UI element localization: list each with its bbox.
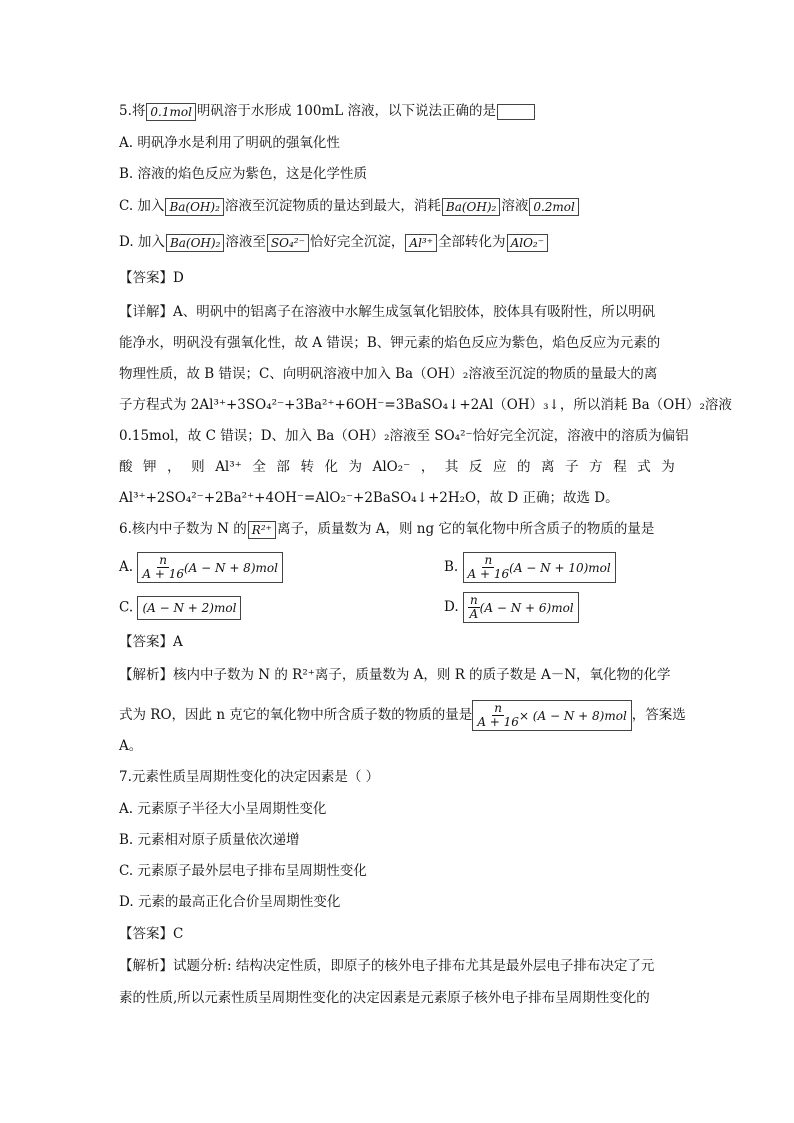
q6-option-b-label: B. — [444, 559, 459, 575]
q6-option-d-label: D. — [444, 599, 459, 615]
q6-exp2-den: A + 16 — [477, 715, 519, 729]
q6-a-den: A + 16 — [142, 567, 184, 581]
q5-exp6-20: 式 — [637, 459, 651, 475]
q5-exp-line-7: Al³⁺+2SO₄²⁻+2Ba²⁺+4OH⁻=AlO₂⁻+2BaSO₄↓+2H₂O，故 D 正确；故选 D。 — [119, 490, 619, 506]
q5-exp6-10: AlO₂⁻ — [372, 459, 411, 475]
q7-stem: 7.元素性质呈周期性变化的决定因素是（ ） — [119, 769, 380, 785]
q5-exp-line-6 — [119, 457, 675, 477]
q5-exp6-6: 部 — [276, 459, 290, 475]
q5-option-d-a: D. 加入 — [119, 234, 165, 250]
q6-option-c-formula: (A − N + 2)mol — [137, 596, 241, 620]
q6-exp-line-3: A。 — [119, 738, 143, 754]
q5-exp-line-1: 【详解】A、明矾中的铝离子在溶液中水解生成氢氧化铝胶体，胶体具有吸附性，所以明矾 — [119, 304, 656, 320]
q5-exp6-19: 程 — [613, 459, 627, 475]
q6-option-a — [119, 552, 283, 583]
q5-exp-line-3: 物理性质，故 B 错误；C、向明矾溶液中加入 Ba（OH）₂溶液至沉淀的物质的量最大的离 — [119, 366, 658, 382]
q5-option-d-b: 溶液至 — [225, 234, 266, 250]
q7-exp-line-2: 素的性质,所以元素性质呈周期性变化的决定因素是元素原子核外电子排布呈周期性变化的 — [119, 990, 650, 1006]
q6-answer: 【答案】A — [119, 634, 183, 650]
q5-stem-a: 5.将 — [119, 103, 146, 119]
q6-option-b-formula — [463, 552, 616, 583]
q6-option-c-label: C. — [119, 599, 134, 616]
q6-exp-line-2 — [119, 700, 686, 731]
q5-exp6-16: 离 — [541, 459, 555, 475]
q5-exp6-18: 方 — [589, 459, 603, 475]
q6-d-den: A — [469, 607, 479, 621]
q5-exp6-9: 为 — [348, 459, 363, 475]
q6-option-c — [119, 596, 241, 620]
q6-option-d — [444, 592, 579, 623]
q6-b-den: A + 16 — [467, 567, 510, 581]
q5-math-baoh-2: Ba(OH)₂ — [442, 198, 500, 216]
q5-exp6-15: 的 — [517, 459, 531, 475]
q6-exp2-tail: × (A − N + 8)mol — [518, 708, 627, 723]
q5-exp6-7: 转 — [300, 459, 314, 475]
q6-stem-a: 6.核内中子数为 N 的 — [119, 521, 247, 537]
q6-option-d-formula — [463, 592, 579, 623]
q6-exp2-formula — [472, 700, 631, 731]
q6-exp2-a: 式为 RO，因此 n 克它的氧化物中所含质子数的物质的量是 — [119, 707, 473, 723]
q5-stem — [119, 101, 535, 121]
q6-option-b — [444, 552, 616, 583]
q5-math-al: Al³⁺ — [405, 234, 437, 252]
q5-stem-b: 明矾溶于水形成 100mL 溶液，以下说法正确的是 — [196, 103, 497, 119]
q7-option-a: A. 元素原子半径大小呈周期性变化 — [119, 801, 327, 817]
q5-exp6-17: 子 — [565, 459, 579, 475]
q5-exp-line-5: 0.15mol，故 C 错误；D、加入 Ba（OH）₂溶液至 SO₄²⁻恰好完全沉淀，溶液中的溶质为偏铝 — [119, 428, 689, 444]
q5-option-d — [119, 232, 549, 252]
q5-answer: 【答案】D — [119, 270, 184, 286]
q5-exp6-12: 其 — [444, 459, 459, 475]
q5-math-so4: SO₄²⁻ — [267, 234, 309, 252]
q6-b-tail: (A − N + 10)mol — [509, 560, 611, 575]
q5-exp6-13: 反 — [468, 459, 483, 475]
q5-option-c — [119, 196, 580, 216]
q6-b-num: n — [484, 553, 493, 567]
q7-option-d: D. 元素的最高正化合价呈周期性变化 — [119, 894, 341, 910]
q5-math-02mol: 0.2mol — [529, 198, 579, 216]
q6-exp2-num: n — [494, 701, 502, 715]
q6-option-a-formula — [137, 552, 283, 583]
q5-exp6-14: 应 — [492, 459, 507, 475]
answer-blank — [497, 104, 535, 120]
q7-option-b: B. 元素相对原子质量依次递增 — [119, 832, 300, 848]
q6-exp-line-1: 【解析】核内中子数为 N 的 R²⁺离子，质量数为 A，则 R 的质子数是 A－N，氧化物的化学 — [119, 667, 671, 683]
q6-d-num: n — [469, 593, 478, 607]
q5-option-a: A. 明矾净水是利用了明矾的强氧化性 — [119, 135, 340, 151]
q5-math-baoh-3: Ba(OH)₂ — [166, 234, 224, 252]
q5-option-d-c: 恰好完全沉淀， — [309, 234, 405, 250]
q5-exp6-4: Al³⁺ — [215, 459, 242, 475]
q5-exp6-0: 酸 — [119, 459, 133, 475]
q6-d-tail: (A − N + 6)mol — [479, 600, 574, 615]
q5-exp6-5: 全 — [252, 459, 266, 475]
q6-exp2-b: ，答案选 — [631, 707, 686, 723]
q5-exp6-2: ， — [167, 459, 181, 475]
q6-stem — [119, 519, 654, 539]
q5-math-amount: 0.1mol — [146, 103, 196, 121]
q6-option-a-label: A. — [119, 559, 134, 575]
q5-exp-line-4: 子方程式为 2Al³⁺+3SO₄²⁻+3Ba²⁺+6OH⁻=3BaSO₄↓+2Al（OH）₃↓，所以消耗 Ba（OH）₂溶液 — [119, 397, 732, 413]
q6-a-num: n — [159, 553, 168, 567]
q5-option-b: B. 溶液的焰色反应为紫色，这是化学性质 — [119, 166, 368, 182]
q5-exp6-8: 化 — [324, 459, 338, 475]
q5-math-alo2: AlO₂⁻ — [507, 234, 549, 252]
q5-exp6-11: ， — [420, 459, 435, 475]
q5-exp6-21: 为 — [661, 459, 675, 475]
q6-stem-b: 离子，质量数为 A，则 ng 它的氧化物中所含质子的物质的量是 — [276, 521, 655, 537]
q5-math-baoh: Ba(OH)₂ — [165, 198, 223, 216]
q5-option-d-d: 全部转化为 — [438, 234, 506, 250]
q5-option-c-c: 溶液 — [501, 198, 529, 214]
q5-exp6-1: 钾 — [143, 459, 157, 475]
q6-a-tail: (A − N + 8)mol — [183, 560, 278, 575]
q7-option-c: C. 元素原子最外层电子排布呈周期性变化 — [119, 863, 367, 879]
q5-option-c-b: 溶液至沉淀物质的量达到最大，消耗 — [224, 198, 441, 214]
q7-exp-line-1: 【解析】试题分析: 结构决定性质，即原子的核外电子排布尤其是最外层电子排布决定了元 — [119, 958, 655, 974]
q5-exp-line-2: 能净水，明矾没有强氧化性，故 A 错误；B、钾元素的焰色反应为紫色，焰色反应为元素的 — [119, 335, 661, 351]
q5-exp6-3: 则 — [191, 459, 205, 475]
q6-math-r: R²⁺ — [248, 521, 276, 539]
q5-option-c-a: C. 加入 — [119, 198, 165, 214]
q7-answer: 【答案】C — [119, 926, 184, 942]
